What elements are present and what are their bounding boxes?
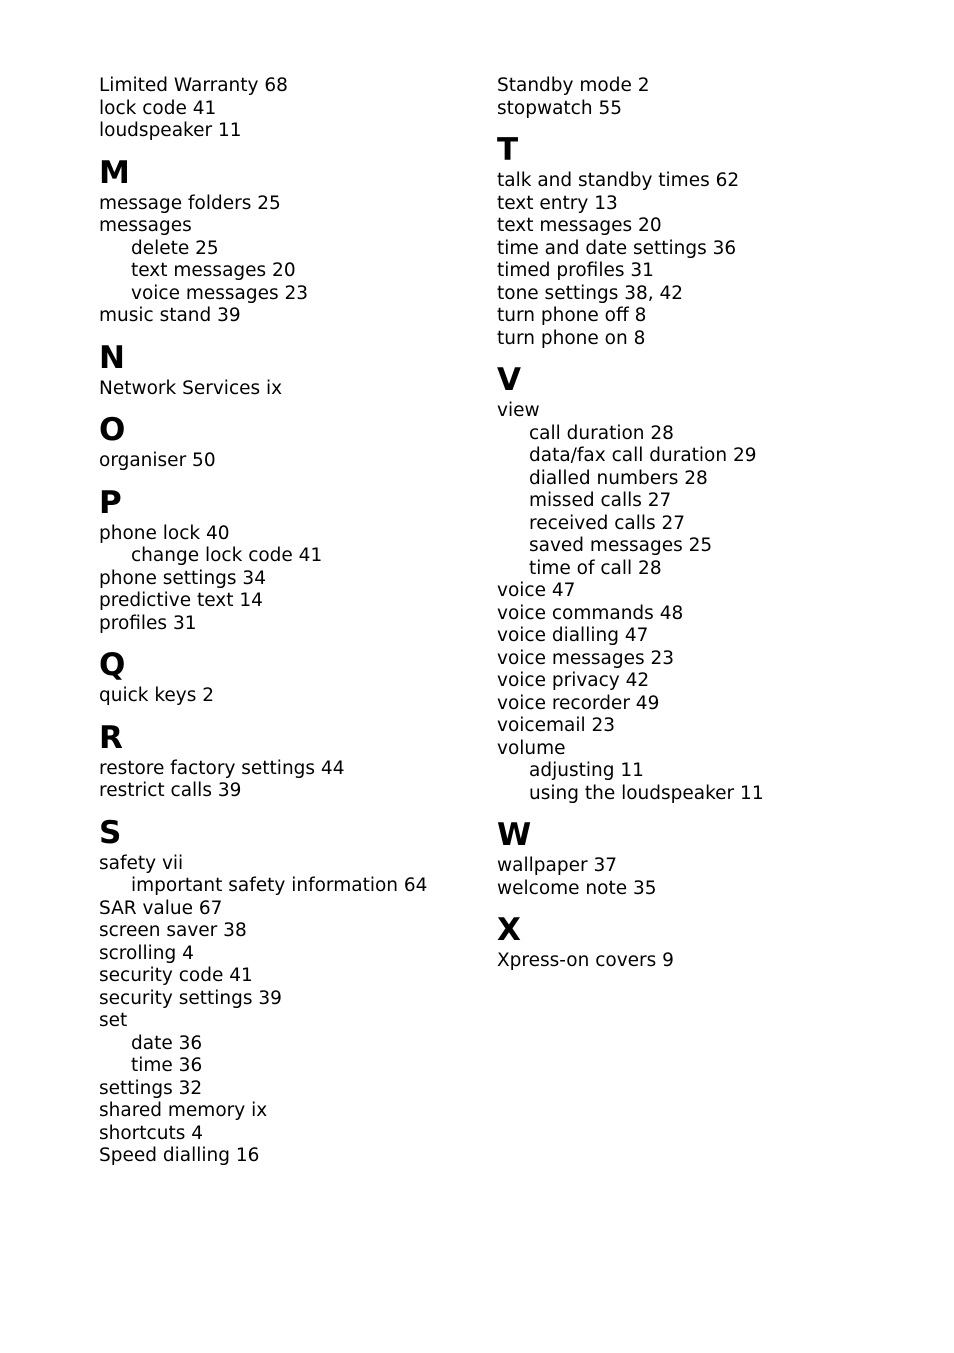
index-section: [99, 647, 479, 708]
index-entry: set: [99, 1010, 128, 1031]
index-entry: talk and standby times 62: [497, 170, 740, 191]
index-entry: phone settings 34: [99, 567, 266, 589]
index-entry: stopwatch 55: [497, 97, 622, 119]
index-entry: screen saver 38: [99, 920, 247, 941]
section-letter-heading: Q: [99, 647, 126, 683]
index-entry: volume: [497, 737, 566, 759]
index-entry: Network Services ix: [99, 377, 283, 399]
index-entry: Limited Warranty 68: [99, 75, 288, 96]
index-entry: timed profiles 31: [497, 260, 654, 281]
index-entry: wallpaper 37: [497, 855, 617, 876]
index-entry: text entry 13: [497, 192, 618, 214]
index-entry: Speed dialling 16: [99, 1145, 260, 1166]
index-entry: shared memory ix: [99, 1100, 268, 1121]
index-section: [99, 485, 479, 636]
index-subentry: text messages 20: [131, 260, 296, 281]
section-letter-heading: X: [497, 912, 521, 948]
index-entry: scrolling 4: [99, 942, 194, 964]
index-subentry: delete 25: [131, 237, 219, 259]
index-entry: voice recorder 49: [497, 692, 660, 714]
index-subentry: saved messages 25: [529, 535, 713, 556]
index-entry: voice 47: [497, 580, 576, 601]
index-entry: quick keys 2: [99, 685, 215, 706]
index-entry: safety vii: [99, 852, 184, 874]
index-section: [99, 412, 479, 473]
index-subentry: call duration 28: [529, 422, 674, 444]
index-subentry: voice messages 23: [131, 282, 309, 304]
index-entry: Standby mode 2: [497, 75, 650, 96]
index-entry: profiles 31: [99, 612, 197, 634]
index-column-left: [99, 75, 479, 1168]
index-entry: turn phone on 8: [497, 327, 646, 349]
index-entry: predictive text 14: [99, 590, 263, 611]
index-entry: voicemail 23: [497, 715, 616, 736]
index-entry: SAR value 67: [99, 897, 223, 919]
index-section: [497, 912, 877, 973]
index-entry: voice dialling 47: [497, 625, 649, 646]
section-letter-heading: O: [99, 412, 126, 448]
index-entry: time and date settings 36: [497, 237, 737, 259]
index-entry: loudspeaker 11: [99, 120, 242, 141]
index-section: [99, 340, 479, 401]
index-subentry: date 36: [131, 1032, 203, 1054]
index-entry: settings 32: [99, 1077, 203, 1099]
index-entry: message folders 25: [99, 192, 281, 214]
index-section: [497, 132, 877, 350]
index-entry: Xpress-on covers 9: [497, 950, 674, 971]
index-entry: tone settings 38, 42: [497, 282, 684, 304]
index-subentry: using the loudspeaker 11: [529, 782, 764, 804]
index-entry: restore factory settings 44: [99, 757, 345, 779]
index-entry: shortcuts 4: [99, 1122, 203, 1144]
index-subentry: data/fax call duration 29: [529, 445, 757, 466]
index-section: [99, 155, 479, 328]
index-entry: organiser 50: [99, 450, 216, 471]
section-letter-heading: S: [99, 814, 122, 851]
index-column-right: [497, 75, 877, 973]
index-subentry: adjusting 11: [529, 760, 644, 781]
section-letter-heading: W: [497, 817, 532, 853]
index-subentry: missed calls 27: [529, 490, 672, 511]
index-section: [99, 815, 479, 1168]
index-entry: welcome note 35: [497, 877, 657, 899]
index-subentry: dialled numbers 28: [529, 467, 708, 489]
index-entry: lock code 41: [99, 97, 217, 119]
index-subentry: important safety information 64: [131, 875, 428, 896]
index-entry: voice commands 48: [497, 602, 684, 624]
index-section: [99, 75, 479, 143]
section-letter-heading: M: [99, 154, 130, 191]
index-entry: view: [497, 400, 540, 421]
index-entry: voice privacy 42: [497, 670, 650, 691]
index-subentry: time 36: [131, 1055, 203, 1076]
index-entry: restrict calls 39: [99, 780, 242, 801]
section-letter-heading: T: [497, 132, 519, 168]
section-letter-heading: V: [497, 362, 521, 398]
section-letter-heading: R: [99, 719, 123, 756]
index-subentry: time of call 28: [529, 557, 662, 579]
index-entry: messages: [99, 215, 192, 236]
section-letter-heading: P: [99, 484, 122, 521]
section-letter-heading: N: [99, 339, 125, 376]
index-entry: turn phone off 8: [497, 305, 647, 326]
index-entry: phone lock 40: [99, 522, 230, 544]
index-section: [497, 817, 877, 900]
index-entry: text messages 20: [497, 215, 662, 236]
index-entry: music stand 39: [99, 305, 241, 326]
index-entry: security settings 39: [99, 987, 282, 1009]
index-entry: security code 41: [99, 965, 253, 986]
index-subentry: received calls 27: [529, 512, 686, 534]
index-section: [497, 362, 877, 805]
index-section: [497, 75, 877, 120]
index-subentry: change lock code 41: [131, 545, 323, 566]
index-entry: voice messages 23: [497, 647, 675, 669]
index-section: [99, 720, 479, 803]
